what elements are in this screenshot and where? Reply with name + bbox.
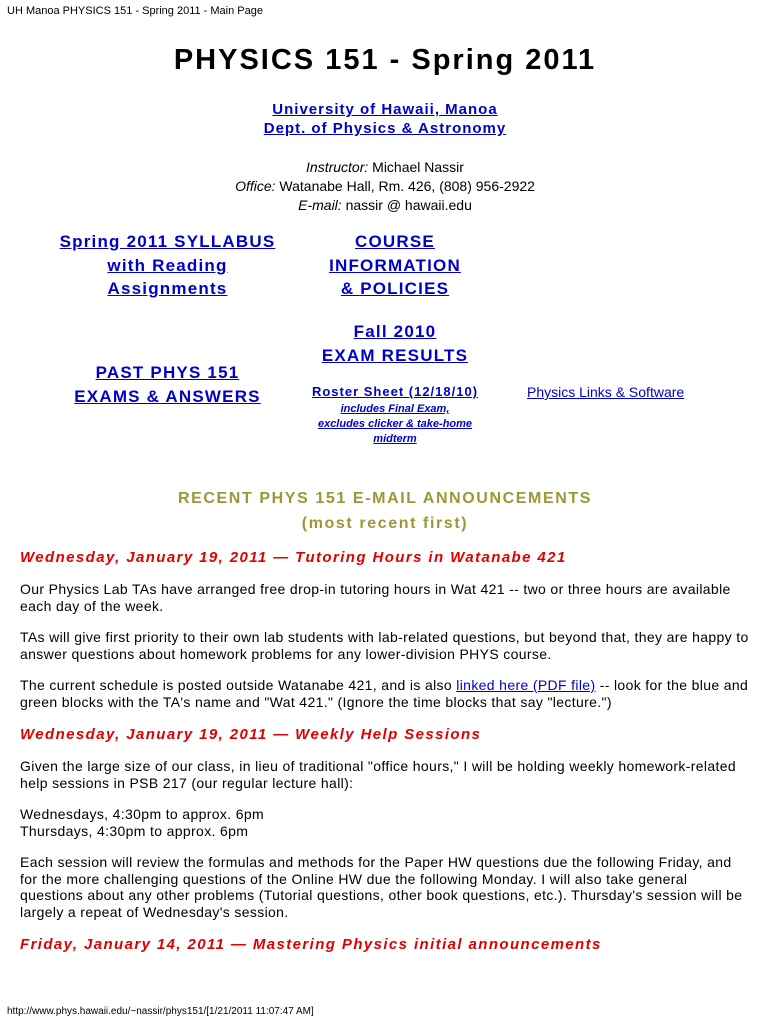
office-label: Office: — [235, 178, 276, 194]
office-info: Watanabe Hall, Rm. 426, (808) 956-2922 — [279, 178, 535, 194]
help-session-schedule: Wednesdays, 4:30pm to approx. 6pm Thursdays, 4:30pm to approx. 6pm — [20, 806, 264, 839]
roster-note-link[interactable]: includes Final Exam, excludes clicker & take-home midterm — [317, 403, 473, 445]
post-paragraph: TAs will give first priority to their own lab students with lab-related questions, but beyond that, they are happy to answer questions about homework problems for any lower-division PHYS course. — [20, 629, 749, 662]
department-link[interactable]: Dept. of Physics & Astronomy — [263, 120, 507, 137]
course-info-link[interactable]: COURSE INFORMATION & POLICIES — [329, 232, 461, 298]
print-header: UH Manoa PHYSICS 151 - Spring 2011 - Main Page — [7, 5, 263, 17]
instructor-name: Michael Nassir — [372, 159, 464, 175]
post-paragraph: Our Physics Lab TAs have arranged free drop-in tutoring hours in Wat 421 -- two or three hours are available each day of the week. — [20, 581, 731, 614]
university-block — [0, 100, 770, 138]
announcements-title: RECENT PHYS 151 E-MAIL ANNOUNCEMENTS (most recent first) — [177, 490, 593, 532]
past-exams-link[interactable]: PAST PHYS 151 EXAMS & ANSWERS — [74, 363, 261, 406]
schedule-pdf-link[interactable]: linked here (PDF file) — [456, 677, 596, 693]
post-heading: Wednesday, January 19, 2011 — Weekly Help Sessions — [20, 726, 482, 743]
instructor-label: Instructor: — [306, 159, 369, 175]
page-title: PHYSICS 151 - Spring 2011 — [173, 44, 597, 76]
post-paragraph: Each session will review the formulas and methods for the Paper HW questions due the following Friday, and for the more challenging questions of the Online HW due the following Monday. I will also take general questions about any other problems (Tutorial questions, other book questions, etc.). Thursday's session will be largely a repeat of Wednesday's session. — [20, 854, 743, 920]
email-label: E-mail: — [298, 197, 342, 213]
university-link[interactable]: University of Hawaii, Manoa — [272, 101, 498, 118]
post-heading: Wednesday, January 19, 2011 — Tutoring Hours in Watanabe 421 — [20, 549, 567, 566]
roster-sheet-link[interactable]: Roster Sheet (12/18/10) — [311, 384, 479, 399]
post-heading: Friday, January 14, 2011 — Mastering Physics initial announcements — [20, 936, 602, 953]
syllabus-link[interactable]: Spring 2011 SYLLABUS with Reading Assignments — [59, 232, 276, 298]
post-paragraph: Given the large size of our class, in lieu of traditional "office hours," I will be holding weekly homework-related help sessions in PSB 217 (our regular lecture hall): — [20, 758, 737, 791]
print-footer: http://www.phys.hawaii.edu/~nassir/phys151/[1/21/2011 11:07:47 AM] — [7, 1006, 314, 1017]
email-address: nassir @ hawaii.edu — [345, 197, 472, 213]
instructor-block — [0, 158, 770, 215]
announcements-list — [20, 548, 750, 968]
post-paragraph: The current schedule is posted outside Watanabe 421, and is also linked here (PDF file) -- look for the blue and green blocks with the TA's name and "Wat 421." (Ignore the time blocks that say "lecture.") — [20, 677, 749, 710]
physics-links-link[interactable]: Physics Links & Software — [527, 384, 685, 400]
exam-results-link[interactable]: Fall 2010 EXAM RESULTS — [321, 322, 469, 365]
